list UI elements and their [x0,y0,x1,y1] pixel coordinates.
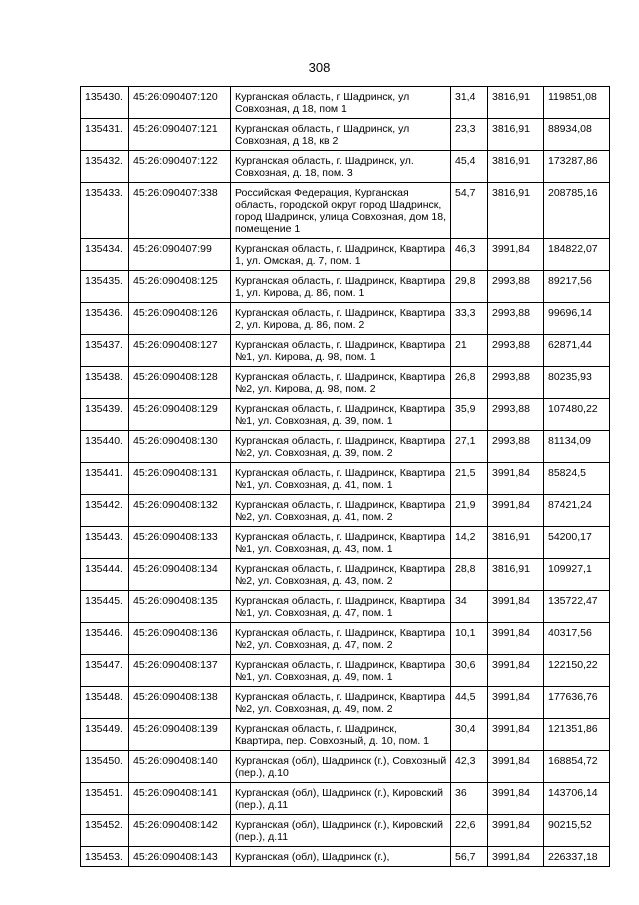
table-row [81,783,610,815]
area-cell: 21 [451,335,488,367]
row-number-cell: 135452. [81,815,129,847]
cadastral-value-cell: 89217,56 [544,271,610,303]
unit-price-cell: 3816,91 [488,87,544,119]
cadastral-number-cell: 45:26:090408:138 [129,687,231,719]
table-row [81,815,610,847]
address-cell: Курганская область, г Шадринск, ул Совхозная, д 18, пом 1 [231,87,451,119]
cadastral-value-cell: 226337,18 [544,847,610,867]
cadastral-number-cell: 45:26:090408:129 [129,399,231,431]
cadastral-number-cell: 45:26:090408:142 [129,815,231,847]
cadastral-number-cell: 45:26:090408:135 [129,591,231,623]
area-cell: 31,4 [451,87,488,119]
row-number-cell: 135430. [81,87,129,119]
table-row [81,719,610,751]
cadastral-value-cell: 40317,56 [544,623,610,655]
area-cell: 30,6 [451,655,488,687]
area-cell: 54,7 [451,183,488,239]
cadastral-number-cell: 45:26:090408:140 [129,751,231,783]
cadastral-value-cell: 122150,22 [544,655,610,687]
page-number: 308 [308,60,331,75]
area-cell: 45,4 [451,151,488,183]
unit-price-cell: 3991,84 [488,751,544,783]
cadastral-value-cell: 135722,47 [544,591,610,623]
address-cell: Курганская область, г. Шадринск, Квартира 2, ул. Кирова, д. 86, пом. 2 [231,303,451,335]
cadastral-value-cell: 54200,17 [544,527,610,559]
address-cell: Курганская область, г Шадринск, ул Совхозная, д 18, кв 2 [231,119,451,151]
table-row [81,559,610,591]
area-cell: 56,7 [451,847,488,867]
address-cell: Курганская область, г. Шадринск, Квартира №2, ул. Совхозная, д. 43, пом. 2 [231,559,451,591]
cadastral-number-cell: 45:26:090407:338 [129,183,231,239]
area-cell: 46,3 [451,239,488,271]
cadastral-number-cell: 45:26:090408:130 [129,431,231,463]
address-cell: Курганская область, г. Шадринск, Квартира, пер. Совхозный, д. 10, пом. 1 [231,719,451,751]
area-cell: 34 [451,591,488,623]
row-number-cell: 135442. [81,495,129,527]
table-row [81,751,610,783]
table-row [81,87,610,119]
address-cell: Курганская область, г. Шадринск, Квартира №1, ул. Кирова, д. 98, пом. 1 [231,335,451,367]
area-cell: 42,3 [451,751,488,783]
cadastral-value-cell: 119851,08 [544,87,610,119]
row-number-cell: 135450. [81,751,129,783]
table-row [81,655,610,687]
address-cell: Курганская область, г. Шадринск, Квартира №2, ул. Совхозная, д. 47, пом. 2 [231,623,451,655]
row-number-cell: 135447. [81,655,129,687]
cadastral-number-cell: 45:26:090408:134 [129,559,231,591]
cadastral-number-cell: 45:26:090408:143 [129,847,231,867]
area-cell: 14,2 [451,527,488,559]
table-row [81,431,610,463]
unit-price-cell: 2993,88 [488,335,544,367]
address-cell: Курганская область, г. Шадринск, Квартира №2, ул. Кирова, д. 98, пом. 2 [231,367,451,399]
table-row [81,495,610,527]
cadastral-number-cell: 45:26:090407:99 [129,239,231,271]
cadastral-value-cell: 90215,52 [544,815,610,847]
table-row [81,463,610,495]
area-cell: 10,1 [451,623,488,655]
cadastral-value-cell: 88934,08 [544,119,610,151]
unit-price-cell: 3991,84 [488,591,544,623]
cadastral-number-cell: 45:26:090408:133 [129,527,231,559]
cadastral-number-cell: 45:26:090408:141 [129,783,231,815]
address-cell: Курганская область, г. Шадринск, ул. Совхозная, д. 18, пом. 3 [231,151,451,183]
row-number-cell: 135435. [81,271,129,303]
cadastral-value-cell: 177636,76 [544,687,610,719]
address-cell: Курганская область, г. Шадринск, Квартира №1, ул. Совхозная, д. 43, пом. 1 [231,527,451,559]
cadastral-value-cell: 173287,86 [544,151,610,183]
table-body [81,87,610,867]
address-cell: Курганская (обл), Шадринск (г.), [231,847,451,867]
address-cell: Курганская область, г. Шадринск, Квартира №1, ул. Совхозная, д. 47, пом. 1 [231,591,451,623]
area-cell: 21,9 [451,495,488,527]
unit-price-cell: 3816,91 [488,559,544,591]
area-cell: 28,8 [451,559,488,591]
row-number-cell: 135445. [81,591,129,623]
table-row [81,119,610,151]
cadastral-value-cell: 121351,86 [544,719,610,751]
row-number-cell: 135453. [81,847,129,867]
cadastral-value-cell: 168854,72 [544,751,610,783]
unit-price-cell: 3991,84 [488,239,544,271]
address-cell: Курганская (обл), Шадринск (г.), Совхозный (пер.), д.10 [231,751,451,783]
area-cell: 29,8 [451,271,488,303]
area-cell: 22,6 [451,815,488,847]
cadastral-number-cell: 45:26:090408:131 [129,463,231,495]
row-number-cell: 135439. [81,399,129,431]
cadastral-value-cell: 81134,09 [544,431,610,463]
row-number-cell: 135444. [81,559,129,591]
table-row [81,367,610,399]
area-cell: 26,8 [451,367,488,399]
area-cell: 27,1 [451,431,488,463]
table-row [81,527,610,559]
row-number-cell: 135438. [81,367,129,399]
cadastral-number-cell: 45:26:090408:132 [129,495,231,527]
area-cell: 44,5 [451,687,488,719]
table-row [81,847,610,867]
cadastral-value-cell: 99696,14 [544,303,610,335]
address-cell: Курганская область, г. Шадринск, Квартира №1, ул. Совхозная, д. 39, пом. 1 [231,399,451,431]
row-number-cell: 135441. [81,463,129,495]
area-cell: 23,3 [451,119,488,151]
cadastral-value-cell: 87421,24 [544,495,610,527]
table-row [81,687,610,719]
cadastral-value-cell: 62871,44 [544,335,610,367]
unit-price-cell: 3991,84 [488,815,544,847]
address-cell: Курганская область, г. Шадринск, Квартира №2, ул. Совхозная, д. 49, пом. 2 [231,687,451,719]
table-row [81,271,610,303]
cadastral-value-cell: 80235,93 [544,367,610,399]
unit-price-cell: 3991,84 [488,655,544,687]
unit-price-cell: 3991,84 [488,623,544,655]
cadastral-number-cell: 45:26:090408:127 [129,335,231,367]
unit-price-cell: 3816,91 [488,119,544,151]
unit-price-cell: 3991,84 [488,719,544,751]
unit-price-cell: 3991,84 [488,687,544,719]
table-row [81,151,610,183]
table-row [81,399,610,431]
area-cell: 35,9 [451,399,488,431]
cadastral-number-cell: 45:26:090407:122 [129,151,231,183]
address-cell: Курганская область, г. Шадринск, Квартира №1, ул. Совхозная, д. 49, пом. 1 [231,655,451,687]
cadastral-number-cell: 45:26:090408:139 [129,719,231,751]
address-cell: Курганская область, г. Шадринск, Квартира №2, ул. Совхозная, д. 41, пом. 2 [231,495,451,527]
row-number-cell: 135431. [81,119,129,151]
cadastral-value-cell: 143706,14 [544,783,610,815]
unit-price-cell: 2993,88 [488,431,544,463]
address-cell: Курганская область, г. Шадринск, Квартира 1, ул. Омская, д. 7, пом. 1 [231,239,451,271]
address-cell: Курганская область, г. Шадринск, Квартира 1, ул. Кирова, д. 86, пом. 1 [231,271,451,303]
table-row [81,335,610,367]
table-row [81,591,610,623]
table-row [81,303,610,335]
cadastral-number-cell: 45:26:090408:126 [129,303,231,335]
cadastral-value-cell: 109927,1 [544,559,610,591]
row-number-cell: 135440. [81,431,129,463]
address-cell: Российская Федерация, Курганская область, городской округ город Шадринск, город Шадринск, улица Совхозная, дом 18, помещение 1 [231,183,451,239]
address-cell: Курганская область, г. Шадринск, Квартира №1, ул. Совхозная, д. 41, пом. 1 [231,463,451,495]
row-number-cell: 135434. [81,239,129,271]
row-number-cell: 135436. [81,303,129,335]
cadastral-number-cell: 45:26:090407:120 [129,87,231,119]
cadastral-value-cell: 208785,16 [544,183,610,239]
unit-price-cell: 3991,84 [488,783,544,815]
address-cell: Курганская область, г. Шадринск, Квартира №2, ул. Совхозная, д. 39, пом. 2 [231,431,451,463]
unit-price-cell: 3816,91 [488,151,544,183]
address-cell: Курганская (обл), Шадринск (г.), Кировский (пер.), д.11 [231,815,451,847]
area-cell: 30,4 [451,719,488,751]
cadastral-number-cell: 45:26:090408:128 [129,367,231,399]
unit-price-cell: 2993,88 [488,399,544,431]
area-cell: 33,3 [451,303,488,335]
unit-price-cell: 3816,91 [488,527,544,559]
table-row [81,239,610,271]
unit-price-cell: 3991,84 [488,495,544,527]
table-row [81,183,610,239]
unit-price-cell: 3991,84 [488,847,544,867]
unit-price-cell: 3816,91 [488,183,544,239]
property-registry-table [80,86,610,867]
row-number-cell: 135432. [81,151,129,183]
area-cell: 36 [451,783,488,815]
row-number-cell: 135433. [81,183,129,239]
row-number-cell: 135446. [81,623,129,655]
unit-price-cell: 3991,84 [488,463,544,495]
row-number-cell: 135448. [81,687,129,719]
cadastral-value-cell: 184822,07 [544,239,610,271]
cadastral-value-cell: 107480,22 [544,399,610,431]
address-cell: Курганская (обл), Шадринск (г.), Кировский (пер.), д.11 [231,783,451,815]
row-number-cell: 135451. [81,783,129,815]
unit-price-cell: 2993,88 [488,271,544,303]
cadastral-number-cell: 45:26:090408:137 [129,655,231,687]
unit-price-cell: 2993,88 [488,303,544,335]
cadastral-number-cell: 45:26:090408:125 [129,271,231,303]
row-number-cell: 135443. [81,527,129,559]
unit-price-cell: 2993,88 [488,367,544,399]
cadastral-number-cell: 45:26:090407:121 [129,119,231,151]
row-number-cell: 135449. [81,719,129,751]
table-row [81,623,610,655]
cadastral-number-cell: 45:26:090408:136 [129,623,231,655]
area-cell: 21,5 [451,463,488,495]
row-number-cell: 135437. [81,335,129,367]
cadastral-value-cell: 85824,5 [544,463,610,495]
